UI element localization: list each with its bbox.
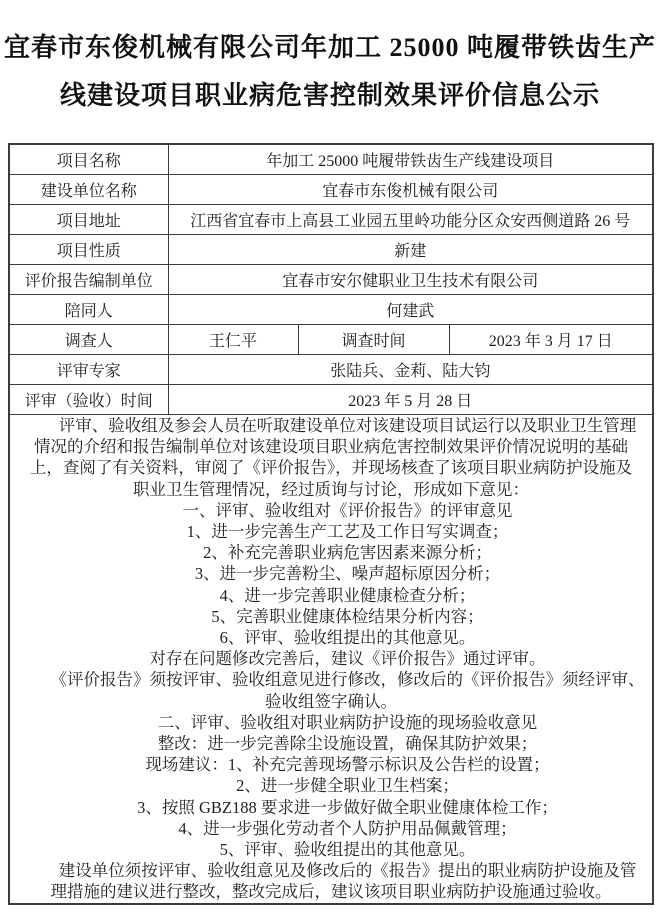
opinion-line: 2、补充完善职业病危害因素来源分析； (203, 543, 492, 563)
opinion-line: 3、按照 GBZ188 要求进一步做好做全职业健康体检工作； (137, 797, 558, 817)
opinion-line: 现场建议：1、补充完善现场警示标识及公告栏的设置； (145, 755, 550, 775)
row-label: 建设单位名称 (9, 175, 168, 205)
table-row-company-name (9, 175, 653, 205)
opinion-line: 整改：进一步完善除尘设施设置，确保其防护效果； (157, 734, 538, 754)
table-row-project-nature (9, 235, 653, 265)
opinion-cell (9, 415, 653, 904)
row-label: 项目地址 (9, 205, 168, 235)
row-value: 何建武 (168, 295, 653, 325)
table-row-investigator (9, 325, 653, 355)
info-table (8, 143, 654, 905)
row-label: 调查人 (9, 325, 168, 355)
opinion-line: 对存在问题修改完善后，建议《评价报告》通过评审。 (149, 649, 546, 669)
table-row-project-name (9, 144, 653, 175)
opinion-line: 3、进一步完善粉尘、噪声超标原因分析； (194, 564, 501, 584)
row-value: 年加工 25000 吨履带铁齿生产线建设项目 (168, 144, 653, 175)
opinion-line: 4、进一步完善职业健康检查分析； (219, 585, 476, 605)
table-row-review-experts (9, 355, 653, 385)
table-row-project-address (9, 205, 653, 235)
opinion-line: 5、评审、验收组提出的其他意见。 (219, 840, 476, 860)
title-line-1: 宜春市东俊机械有限公司年加工 25000 吨履带铁齿生产 (3, 33, 656, 62)
row-label: 评审（验收）时间 (9, 385, 168, 415)
row-value: 2023 年 5 月 28 日 (168, 385, 653, 415)
opinion-line: 5、完善职业健康体检结果分析内容； (211, 606, 484, 626)
opinion-line: 评审、验收组及参会人员在听取建设单位对该建设项目试运行以及职业卫生管理 (58, 416, 637, 435)
row-value: 江西省宜春市上高县工业园五里岭功能分区众安西侧道路 26 号 (168, 205, 653, 235)
document-title (0, 0, 660, 120)
opinion-line: 情况的介绍和报告编制单位对该建设项目职业病危害控制效果评价情况说明的基础 (34, 437, 628, 457)
opinion-line: 职业卫生管理情况，经过质询与讨论，形成如下意见： (133, 479, 529, 499)
row-value: 宜春市安尔健职业卫生技术有限公司 (168, 265, 653, 295)
row-label: 陪同人 (9, 295, 168, 325)
title-line-2: 线建设项目职业病危害控制效果评价信息公示 (59, 81, 600, 110)
opinion-line: 验收组签字确认。 (265, 691, 397, 711)
row-value: 宜春市东俊机械有限公司 (168, 175, 653, 205)
row-value-2: 2023 年 3 月 17 日 (449, 325, 653, 355)
row-value: 张陆兵、金莉、陆大钧 (168, 355, 653, 385)
row-label: 项目名称 (9, 144, 168, 175)
opinion-line: 4、进一步强化劳动者个人防护用品佩戴管理； (178, 818, 517, 838)
opinion-line: 建设单位须按评审、验收组意见及修改后的《报告》提出的职业病防护设施及管 (58, 861, 637, 881)
table-row-review-time (9, 385, 653, 415)
row-label: 项目性质 (9, 235, 168, 265)
opinion-line: 一、评审、验收组对《评价报告》的评审意见 (182, 500, 513, 520)
row-value: 王仁平 (168, 325, 298, 355)
opinion-line: 上，查阅了有关资料，审阅了《评价报告》，并现场核查了该项目职业病防护设施及 (29, 458, 633, 478)
table-row-opinion (9, 415, 653, 904)
opinion-body (14, 415, 648, 903)
table-row-accompany-person (9, 295, 653, 325)
opinion-line: 二、评审、验收组对职业病防护设施的现场验收意见 (157, 712, 538, 732)
row-value: 新建 (168, 235, 653, 265)
opinion-line: 2、进一步健全职业卫生档案； (236, 776, 459, 796)
row-label-2: 调查时间 (298, 325, 449, 355)
opinion-line: 《评价报告》须按评审、验收组意见进行修改，修改后的《评价报告》须经评审、 (50, 670, 645, 690)
opinion-line: 6、评审、验收组提出的其他意见。 (219, 628, 476, 648)
opinion-line: 理措施的建议进行整改，整改完成后，建议该项目职业病防护设施通过验收。 (50, 882, 612, 902)
opinion-line: 1、进一步完善生产工艺及工作日写实调查； (186, 522, 509, 542)
row-label: 评价报告编制单位 (9, 265, 168, 295)
row-label: 评审专家 (9, 355, 168, 385)
table-row-report-agency (9, 265, 653, 295)
